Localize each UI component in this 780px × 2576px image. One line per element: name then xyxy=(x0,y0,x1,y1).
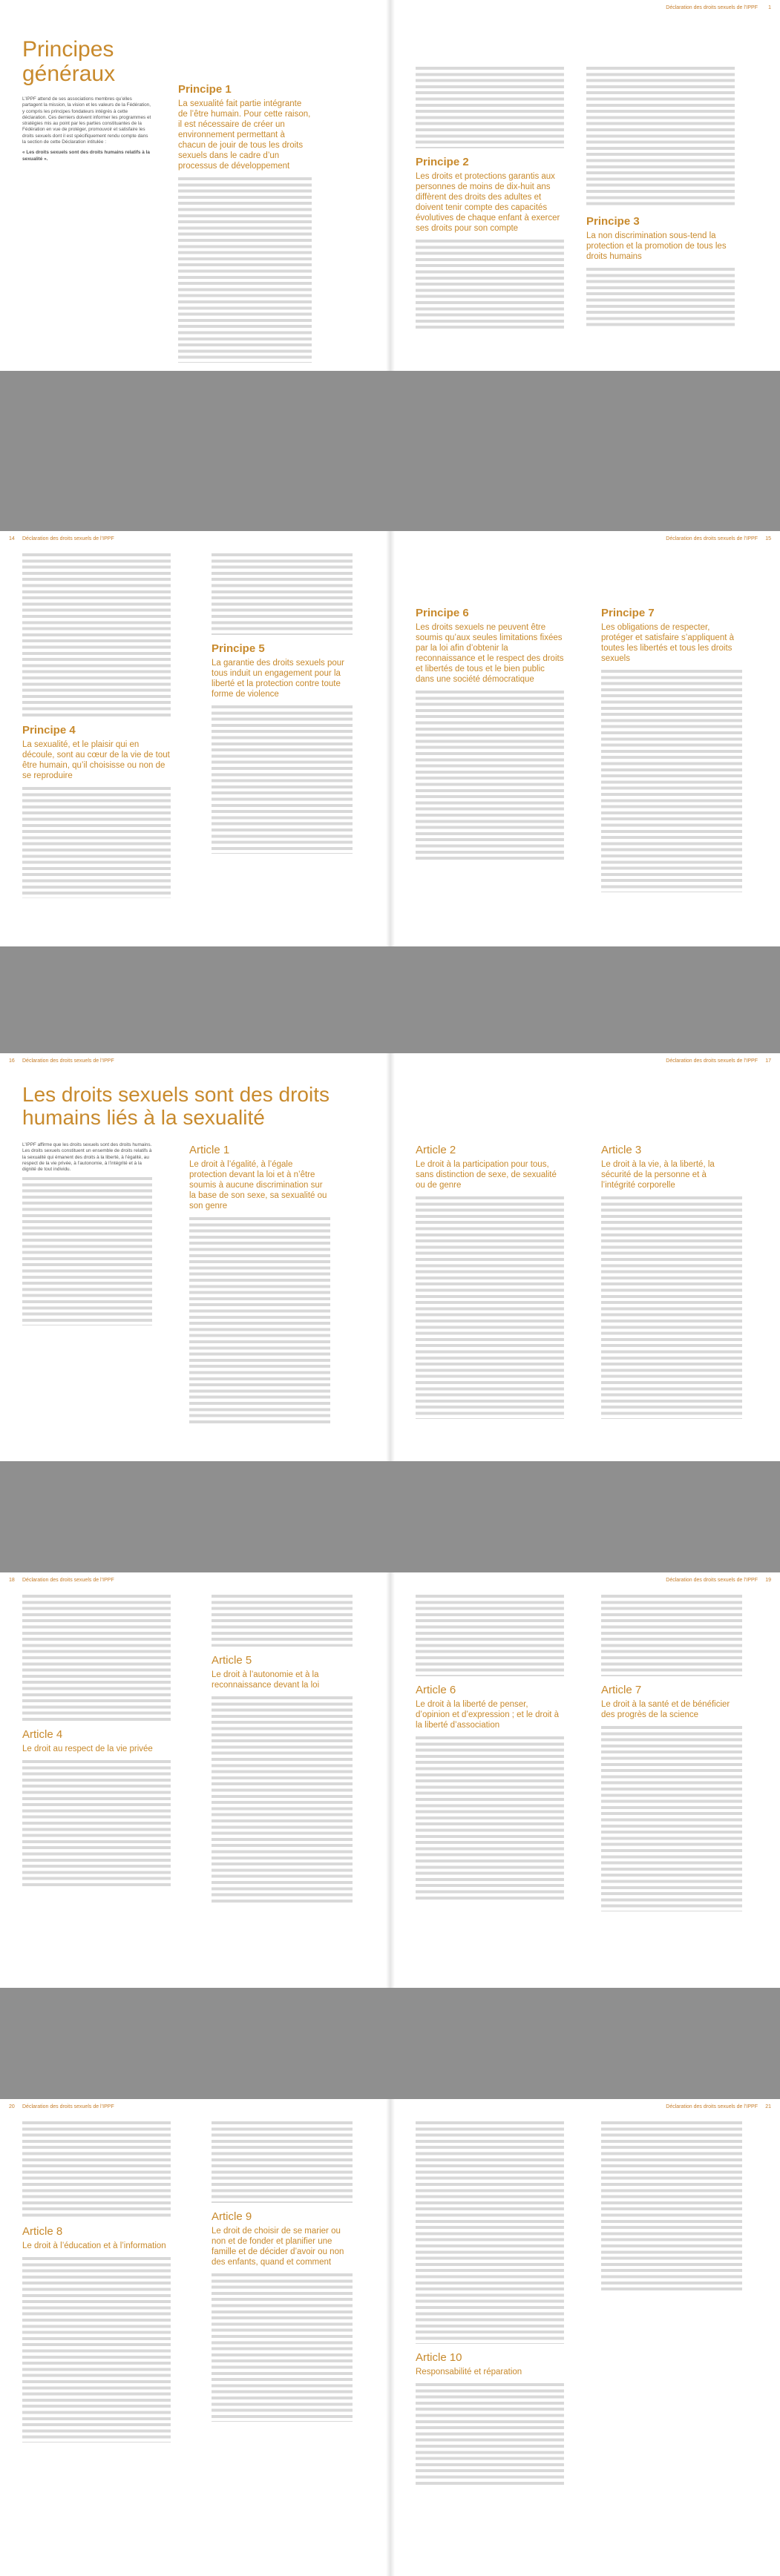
column-principe-4 xyxy=(22,553,171,898)
article-heading: Article 10 xyxy=(416,2351,462,2364)
running-head: Déclaration des droits sexuels de l’IPPF xyxy=(666,1058,758,1064)
principle-statement: La sexualité, et le plaisir qui en découle, sont au cœur de la vie de tout être humain, qu’il choisisse ou non de se reproduire xyxy=(22,740,170,780)
body-text-placeholder xyxy=(189,1217,330,1425)
section-title: Principes généraux xyxy=(22,37,116,86)
page-number: 17 xyxy=(765,1058,771,1064)
body-text-placeholder xyxy=(22,2121,171,2218)
body-text-placeholder xyxy=(212,2273,353,2422)
spread-droits-humains xyxy=(0,1053,780,1461)
body-text-placeholder xyxy=(416,240,564,329)
body-text-placeholder xyxy=(586,67,735,208)
column-article-3 xyxy=(601,1142,742,1419)
article-statement: Le droit de choisir de se marier ou non et de fonder et planifier une famille et de décider d’avoir ou non des enfants, quand et comment xyxy=(212,2227,344,2267)
column-principe-1 xyxy=(178,82,312,363)
column-article-10 xyxy=(416,2121,564,2487)
page-number: 16 xyxy=(9,1058,15,1064)
body-text-placeholder xyxy=(22,1760,171,1886)
body-text-placeholder xyxy=(416,2383,564,2487)
article-statement: Le droit à la liberté de penser, d’opinion et d’expression ; et le droit à la liberté d’association xyxy=(416,1700,560,1730)
body-text-placeholder xyxy=(212,1595,353,1647)
article-statement: Le droit à l’éducation et à l’information xyxy=(22,2241,166,2250)
section-title: Les droits sexuels sont des droits humains liés à la sexualité xyxy=(22,1083,330,1129)
column-principe-5 xyxy=(212,553,353,854)
running-head: Déclaration des droits sexuels de l’IPPF xyxy=(22,1578,114,1583)
intro-text: L’IPPF affirme que les droits sexuels sont des droits humains. Les droits sexuels constituent un ensemble de droits relatifs à la sexualité qui émanent des droits à la liberté, à l’égalité, au respect de la vie privée, à l’autonomie, à l’intégrité et à la dignité de tout individu. xyxy=(22,1142,152,1173)
body-text-placeholder xyxy=(416,67,564,148)
body-text-placeholder xyxy=(212,705,353,854)
body-text-placeholder xyxy=(22,1595,171,1721)
page-number: 18 xyxy=(9,1578,15,1583)
article-heading: Article 8 xyxy=(22,2225,63,2238)
article-statement: Le droit à l’autonomie et à la reconnaissance devant la loi xyxy=(212,1670,320,1690)
article-heading: Article 6 xyxy=(416,1684,456,1696)
article-statement: Responsabilité et réparation xyxy=(416,2368,522,2376)
article-heading: Article 5 xyxy=(212,1654,252,1667)
intro-quote: « Les droits sexuels sont des droits humains relatifs à la sexualité ». xyxy=(22,150,150,162)
principle-statement: La non discrimination sous-tend la protection et la promotion de tous les droits humains xyxy=(586,231,727,261)
column-principe-7 xyxy=(601,605,742,892)
body-text-placeholder xyxy=(586,268,735,327)
principle-heading: Principe 2 xyxy=(416,156,469,168)
body-text-placeholder xyxy=(212,1696,353,1904)
body-text-placeholder xyxy=(601,1595,742,1676)
column-principe-2 xyxy=(416,67,564,329)
running-head: Déclaration des droits sexuels de l’IPPF xyxy=(22,2104,114,2109)
body-text-placeholder xyxy=(416,2121,564,2344)
column-intro xyxy=(22,37,152,167)
body-text-placeholder xyxy=(416,1196,564,1419)
principle-heading: Principe 3 xyxy=(586,215,640,228)
principle-heading: Principe 4 xyxy=(22,724,76,737)
body-text-placeholder xyxy=(22,1177,152,1325)
running-head: Déclaration des droits sexuels de l’IPPF xyxy=(666,5,758,10)
column-article-5 xyxy=(212,1595,353,1904)
principle-heading: Principe 6 xyxy=(416,607,469,619)
spread-principes-4-7 xyxy=(0,531,780,946)
principle-statement: Les obligations de respecter, protéger et satisfaire s’appliquent à toutes les libertés et tous les droits sexuels xyxy=(601,623,734,663)
principle-statement: La sexualité fait partie intégrante de l’être humain. Pour cette raison, il est nécessaire de créer un environnement permettant à chacun de jouir de tous les droits sexuels dans le cadre d’un processus de développement xyxy=(178,99,311,171)
column-closing xyxy=(601,2121,742,2292)
principle-heading: Principe 7 xyxy=(601,607,655,619)
running-head: Déclaration des droits sexuels de l’IPPF xyxy=(666,536,758,541)
page-number: 21 xyxy=(765,2104,771,2109)
principle-statement: La garantie des droits sexuels pour tous induit un engagement pour la liberté et la protection contre toute forme de violence xyxy=(212,659,344,699)
column-article-9 xyxy=(212,2121,353,2422)
spread-principes-generaux xyxy=(0,0,780,371)
spread-articles-4-7 xyxy=(0,1572,780,1988)
article-heading: Article 9 xyxy=(212,2210,252,2223)
body-text-placeholder xyxy=(416,1595,564,1676)
column-article-2 xyxy=(416,1142,564,1419)
article-heading: Article 2 xyxy=(416,1144,456,1156)
body-text-placeholder xyxy=(416,691,564,861)
article-heading: Article 3 xyxy=(601,1144,642,1156)
article-heading: Article 1 xyxy=(189,1144,230,1156)
body-text-placeholder xyxy=(601,1196,742,1419)
running-head: Déclaration des droits sexuels de l’IPPF xyxy=(22,1058,114,1064)
running-head: Déclaration des droits sexuels de l’IPPF xyxy=(666,1578,758,1583)
article-statement: Le droit à l’égalité, à l’égale protection devant la loi et à n’être soumis à aucune discrimination sur la base de son sexe, sa sexualité ou son genre xyxy=(189,1160,327,1210)
body-text-placeholder xyxy=(601,1726,742,1911)
page-number: 1 xyxy=(768,5,771,10)
column-article-7 xyxy=(601,1595,742,1911)
body-text-placeholder xyxy=(22,2257,171,2442)
body-text-placeholder xyxy=(601,670,742,892)
principle-heading: Principe 1 xyxy=(178,83,232,96)
page-number: 15 xyxy=(765,536,771,541)
running-head: Déclaration des droits sexuels de l’IPPF xyxy=(666,2104,758,2109)
column-article-6 xyxy=(416,1595,564,1900)
spread-articles-8-10 xyxy=(0,2099,780,2576)
column-principe-6 xyxy=(416,605,564,861)
body-text-placeholder xyxy=(178,177,312,363)
column-article-1 xyxy=(189,1142,330,1425)
column-article-8 xyxy=(22,2121,171,2442)
body-text-placeholder xyxy=(601,2121,742,2292)
running-head: Déclaration des droits sexuels de l’IPPF xyxy=(22,536,114,541)
principle-statement: Les droits sexuels ne peuvent être soumis qu’aux seules limitations fixées par la loi afin d’obtenir la reconnaissance et le respect des droits et libertés de tous et le bien public dans une société démocratique xyxy=(416,623,564,684)
article-heading: Article 4 xyxy=(22,1728,63,1741)
body-text-placeholder xyxy=(212,553,353,635)
page-number: 14 xyxy=(9,536,15,541)
article-statement: Le droit à la vie, à la liberté, la sécurité de la personne et à l’intégrité corporelle xyxy=(601,1160,715,1190)
body-text-placeholder xyxy=(22,553,171,717)
body-text-placeholder xyxy=(212,2121,353,2203)
page-number: 20 xyxy=(9,2104,15,2109)
article-heading: Article 7 xyxy=(601,1684,642,1696)
principle-statement: Les droits et protections garantis aux personnes de moins de dix-huit ans diffèrent des droits des adultes et doivent tenir compte des capacités évolutives de chaque enfant à exercer ses droits pour son compte xyxy=(416,172,560,233)
body-text-placeholder xyxy=(416,1736,564,1900)
column-intro xyxy=(22,1142,152,1325)
column-article-4 xyxy=(22,1595,171,1886)
column-principe-3 xyxy=(586,67,735,327)
article-statement: Le droit à la participation pour tous, sans distinction de sexe, de sexualité ou de genre xyxy=(416,1160,557,1190)
page-number: 19 xyxy=(765,1578,771,1583)
body-text-placeholder xyxy=(22,787,171,898)
intro-text: L’IPPF attend de ses associations membres qu’elles partagent la mission, la vision et les valeurs de la Fédération, y compris les principes fondateurs intégrés à cette déclaration. Ces derniers doivent informer les programmes et stratégies mis au point par les parties constituantes de la Fédération en vue de protéger, promouvoir et satisfaire les droits sexuels dont il est spécifiquement rendu compte dans la section de cette Déclaration intitulée : xyxy=(22,96,151,145)
article-statement: Le droit à la santé et de bénéficier des progrès de la science xyxy=(601,1700,730,1719)
principle-heading: Principe 5 xyxy=(212,642,265,655)
article-statement: Le droit au respect de la vie privée xyxy=(22,1745,153,1753)
